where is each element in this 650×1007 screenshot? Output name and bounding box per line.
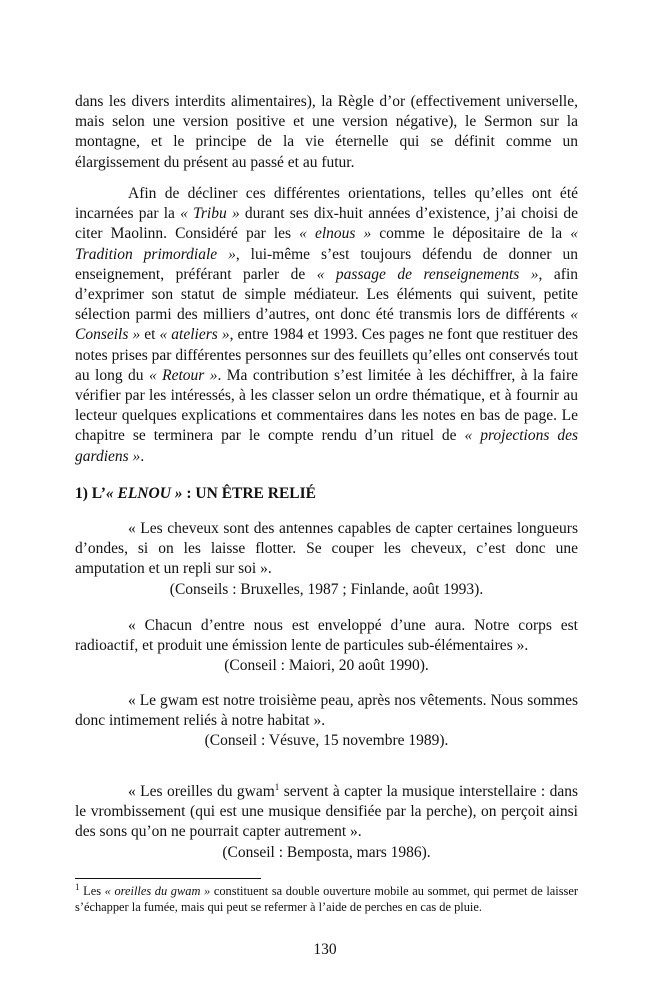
paragraph-intro-text: dans les divers interdits alimentaires), la Règle d’or (effectivement universelle, mais selon une version positive et une version négative), le Sermon sur la montagne, et le principe de la vie éternelle qui se définit comme un élargissement du présent au passé et au futur. bbox=[75, 93, 578, 171]
quote-source: (Conseil : Vésuve, 15 novembre 1989). bbox=[204, 732, 449, 750]
paragraph-orientations-text bbox=[75, 184, 578, 467]
text-run: servent à capter la musique interstellaire : dans le vrombissement (qui est une musique densifiée par la perche), on perçoit ainsi des sons qu’on ne pourrait capter autrement ». bbox=[75, 783, 578, 841]
footnote-divider bbox=[75, 878, 261, 879]
paragraph-intro bbox=[75, 92, 578, 173]
italic-term: « Tribu » bbox=[180, 205, 240, 223]
italic-term: « elnous » bbox=[299, 225, 372, 243]
quote-block-gwam-ears bbox=[75, 782, 578, 863]
text-run: « Les oreilles du gwam bbox=[128, 783, 275, 800]
italic-term: « projections des gardiens » bbox=[75, 427, 578, 465]
heading-suffix: : UN ÊTRE RELIÉ bbox=[182, 485, 317, 502]
page-number: 130 bbox=[313, 941, 337, 958]
text-run: Les bbox=[79, 884, 105, 898]
heading-italic-term: « ELNOU » bbox=[105, 485, 183, 502]
text-run: constituent sa double ouverture mobile au sommet, qui permet de laisser s’échapper la fumée, mais qui peut se refermer à l’aide de perches en cas de pluie. bbox=[75, 884, 578, 915]
text-run: comme le dépositaire de la bbox=[371, 225, 571, 243]
quote-block-hair bbox=[75, 519, 578, 600]
text-run: , entre 1984 et 1993. Ces pages ne font que restituer des notes prises par différentes personnes sur des feuillets qu’elles ont conservés tout au long du bbox=[75, 326, 578, 384]
italic-term: « ateliers » bbox=[159, 326, 230, 344]
quote-text: « Les cheveux sont des antennes capables de capter certaines longueurs d’ondes, si on les laisse flotter. Se couper les cheveux, c’est donc une amputation et un repli sur soi ». bbox=[75, 520, 578, 578]
quote-text bbox=[75, 782, 578, 843]
quote-source: (Conseils : Bruxelles, 1987 ; Finlande, août 1993). bbox=[169, 580, 484, 598]
heading-prefix: 1) L’ bbox=[75, 485, 106, 502]
text-run: , lui-même s’est toujours défendu de donner un enseignement, préférant parler de bbox=[75, 245, 578, 283]
section-heading bbox=[75, 484, 578, 504]
quote-source: (Conseil : Maiori, 20 août 1990). bbox=[224, 657, 429, 675]
italic-term: « Tradition primordiale » bbox=[75, 225, 578, 263]
quote-block-gwam-skin bbox=[75, 691, 578, 752]
text-run: , afin d’exprimer son statut de simple médiateur. Les éléments qui suivent, petite sélection parmi des milliers d’autres, ont donc été transmis lors de différents bbox=[75, 265, 578, 324]
text-run: . bbox=[140, 447, 145, 465]
text-run: Afin de décliner ces différentes orientations, telles qu’elles ont été incarnées par la bbox=[75, 185, 578, 223]
paragraph-orientations bbox=[75, 184, 578, 467]
quote-text: « Chacun d’entre nous est enveloppé d’une aura. Notre corps est radioactif, et produit une émission lente de particules sub-élémentaires ». bbox=[75, 617, 578, 655]
quote-text: « Le gwam est notre troisième peau, après nos vêtements. Nous sommes donc intimement reliés à notre habitat ». bbox=[75, 692, 578, 730]
italic-term: « Retour » bbox=[148, 366, 218, 384]
footnote bbox=[75, 883, 578, 915]
quote-source: (Conseil : Bemposta, mars 1986). bbox=[222, 843, 431, 861]
text-run: . Ma contribution s’est limitée à les déchiffrer, à la faire vérifier par les intéressés, à les classer selon un ordre thématique, et à fournir au lecteur quelques explications et commentaires dans les notes en bas de page. Le chapitre se terminera par le compte rendu d’un rituel de bbox=[75, 366, 579, 445]
italic-term: « Conseils » bbox=[75, 306, 578, 344]
quote-block-aura bbox=[75, 616, 578, 677]
text-run: durant ses dix-huit années d’existence, j’ai choisi de citer Maolinn. Considéré par les bbox=[75, 205, 578, 243]
italic-term: « passage de renseignements » bbox=[316, 265, 539, 283]
italic-term: « oreilles du gwam » bbox=[104, 884, 211, 898]
footnote-reference[interactable]: 1 bbox=[274, 781, 280, 792]
footnote-number: 1 bbox=[75, 881, 80, 892]
text-run: et bbox=[140, 326, 160, 344]
